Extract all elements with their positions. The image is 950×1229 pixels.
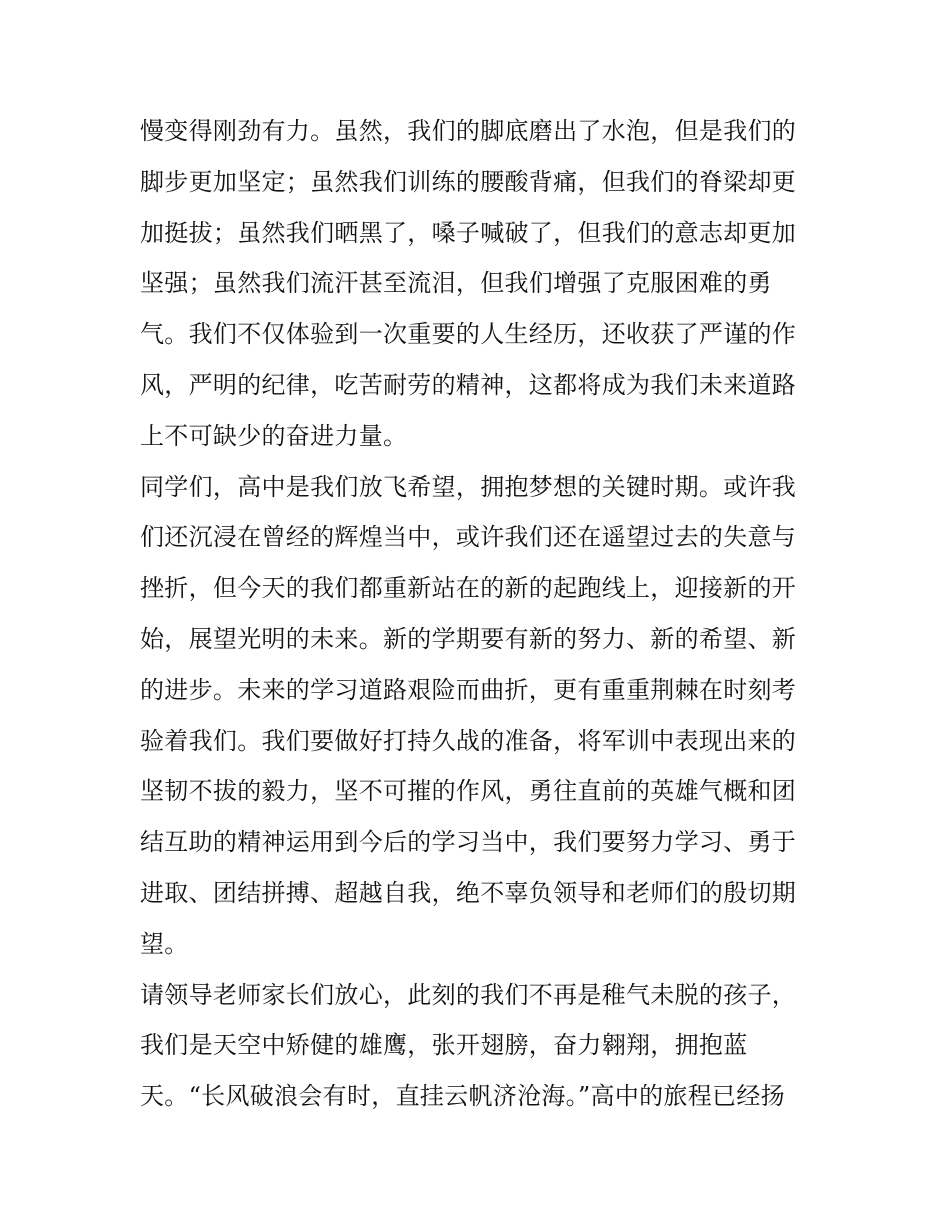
text-line: 坚韧不拔的毅力，坚不可摧的作风，勇往直前的英雄气概和团	[140, 777, 797, 806]
text-line: 进取、团结拼搏、超越自我，绝不辜负领导和老师们的殷切期	[140, 878, 797, 907]
text-line: 请领导老师家长们放心，此刻的我们不再是稚气未脱的孩子，	[140, 980, 797, 1009]
text-line: 们还沉浸在曾经的辉煌当中，或许我们还在遥望过去的失意与	[140, 523, 797, 552]
text-line: 验着我们。我们要做好打持久战的准备，将军训中表现出来的	[140, 726, 797, 755]
text-line: 气。我们不仅体验到一次重要的人生经历，还收获了严谨的作	[140, 320, 797, 349]
text-line: 同学们，高中是我们放飞希望，拥抱梦想的关键时期。或许我	[140, 472, 797, 501]
text-line: 始，展望光明的未来。新的学期要有新的努力、新的希望、新	[140, 624, 797, 653]
text-line: 天。“长风破浪会有时，直挂云帆济沧海。”高中的旅程已经扬	[140, 1082, 785, 1111]
text-line: 我们是天空中矫健的雄鹰，张开翅膀，奋力翱翔，拥抱蓝	[140, 1031, 748, 1060]
text-line: 挫折，但今天的我们都重新站在的新的起跑线上，迎接新的开	[140, 574, 797, 603]
document-body	[140, 106, 820, 1122]
text-line: 慢变得刚劲有力。虽然，我们的脚底磨出了水泡，但是我们的	[140, 117, 797, 145]
text-line: 风，严明的纪律，吃苦耐劳的精神，这都将成为我们未来道路	[140, 370, 797, 399]
text-line: 脚步更加坚定；虽然我们训练的腰酸背痛，但我们的脊梁却更	[140, 167, 797, 196]
text-line: 结互助的精神运用到今后的学习当中，我们要努力学习、勇于	[140, 828, 797, 857]
text-line: 的进步。未来的学习道路艰险而曲折，更有重重荆棘在时刻考	[140, 675, 797, 704]
text-line: 加挺拔；虽然我们晒黑了，嗓子喊破了，但我们的意志却更加	[140, 218, 797, 247]
text-line: 上不可缺少的奋进力量。	[140, 421, 408, 450]
text-line: 坚强；虽然我们流汗甚至流泪，但我们增强了克服困难的勇	[140, 269, 772, 298]
text-line: 望。	[140, 929, 189, 958]
